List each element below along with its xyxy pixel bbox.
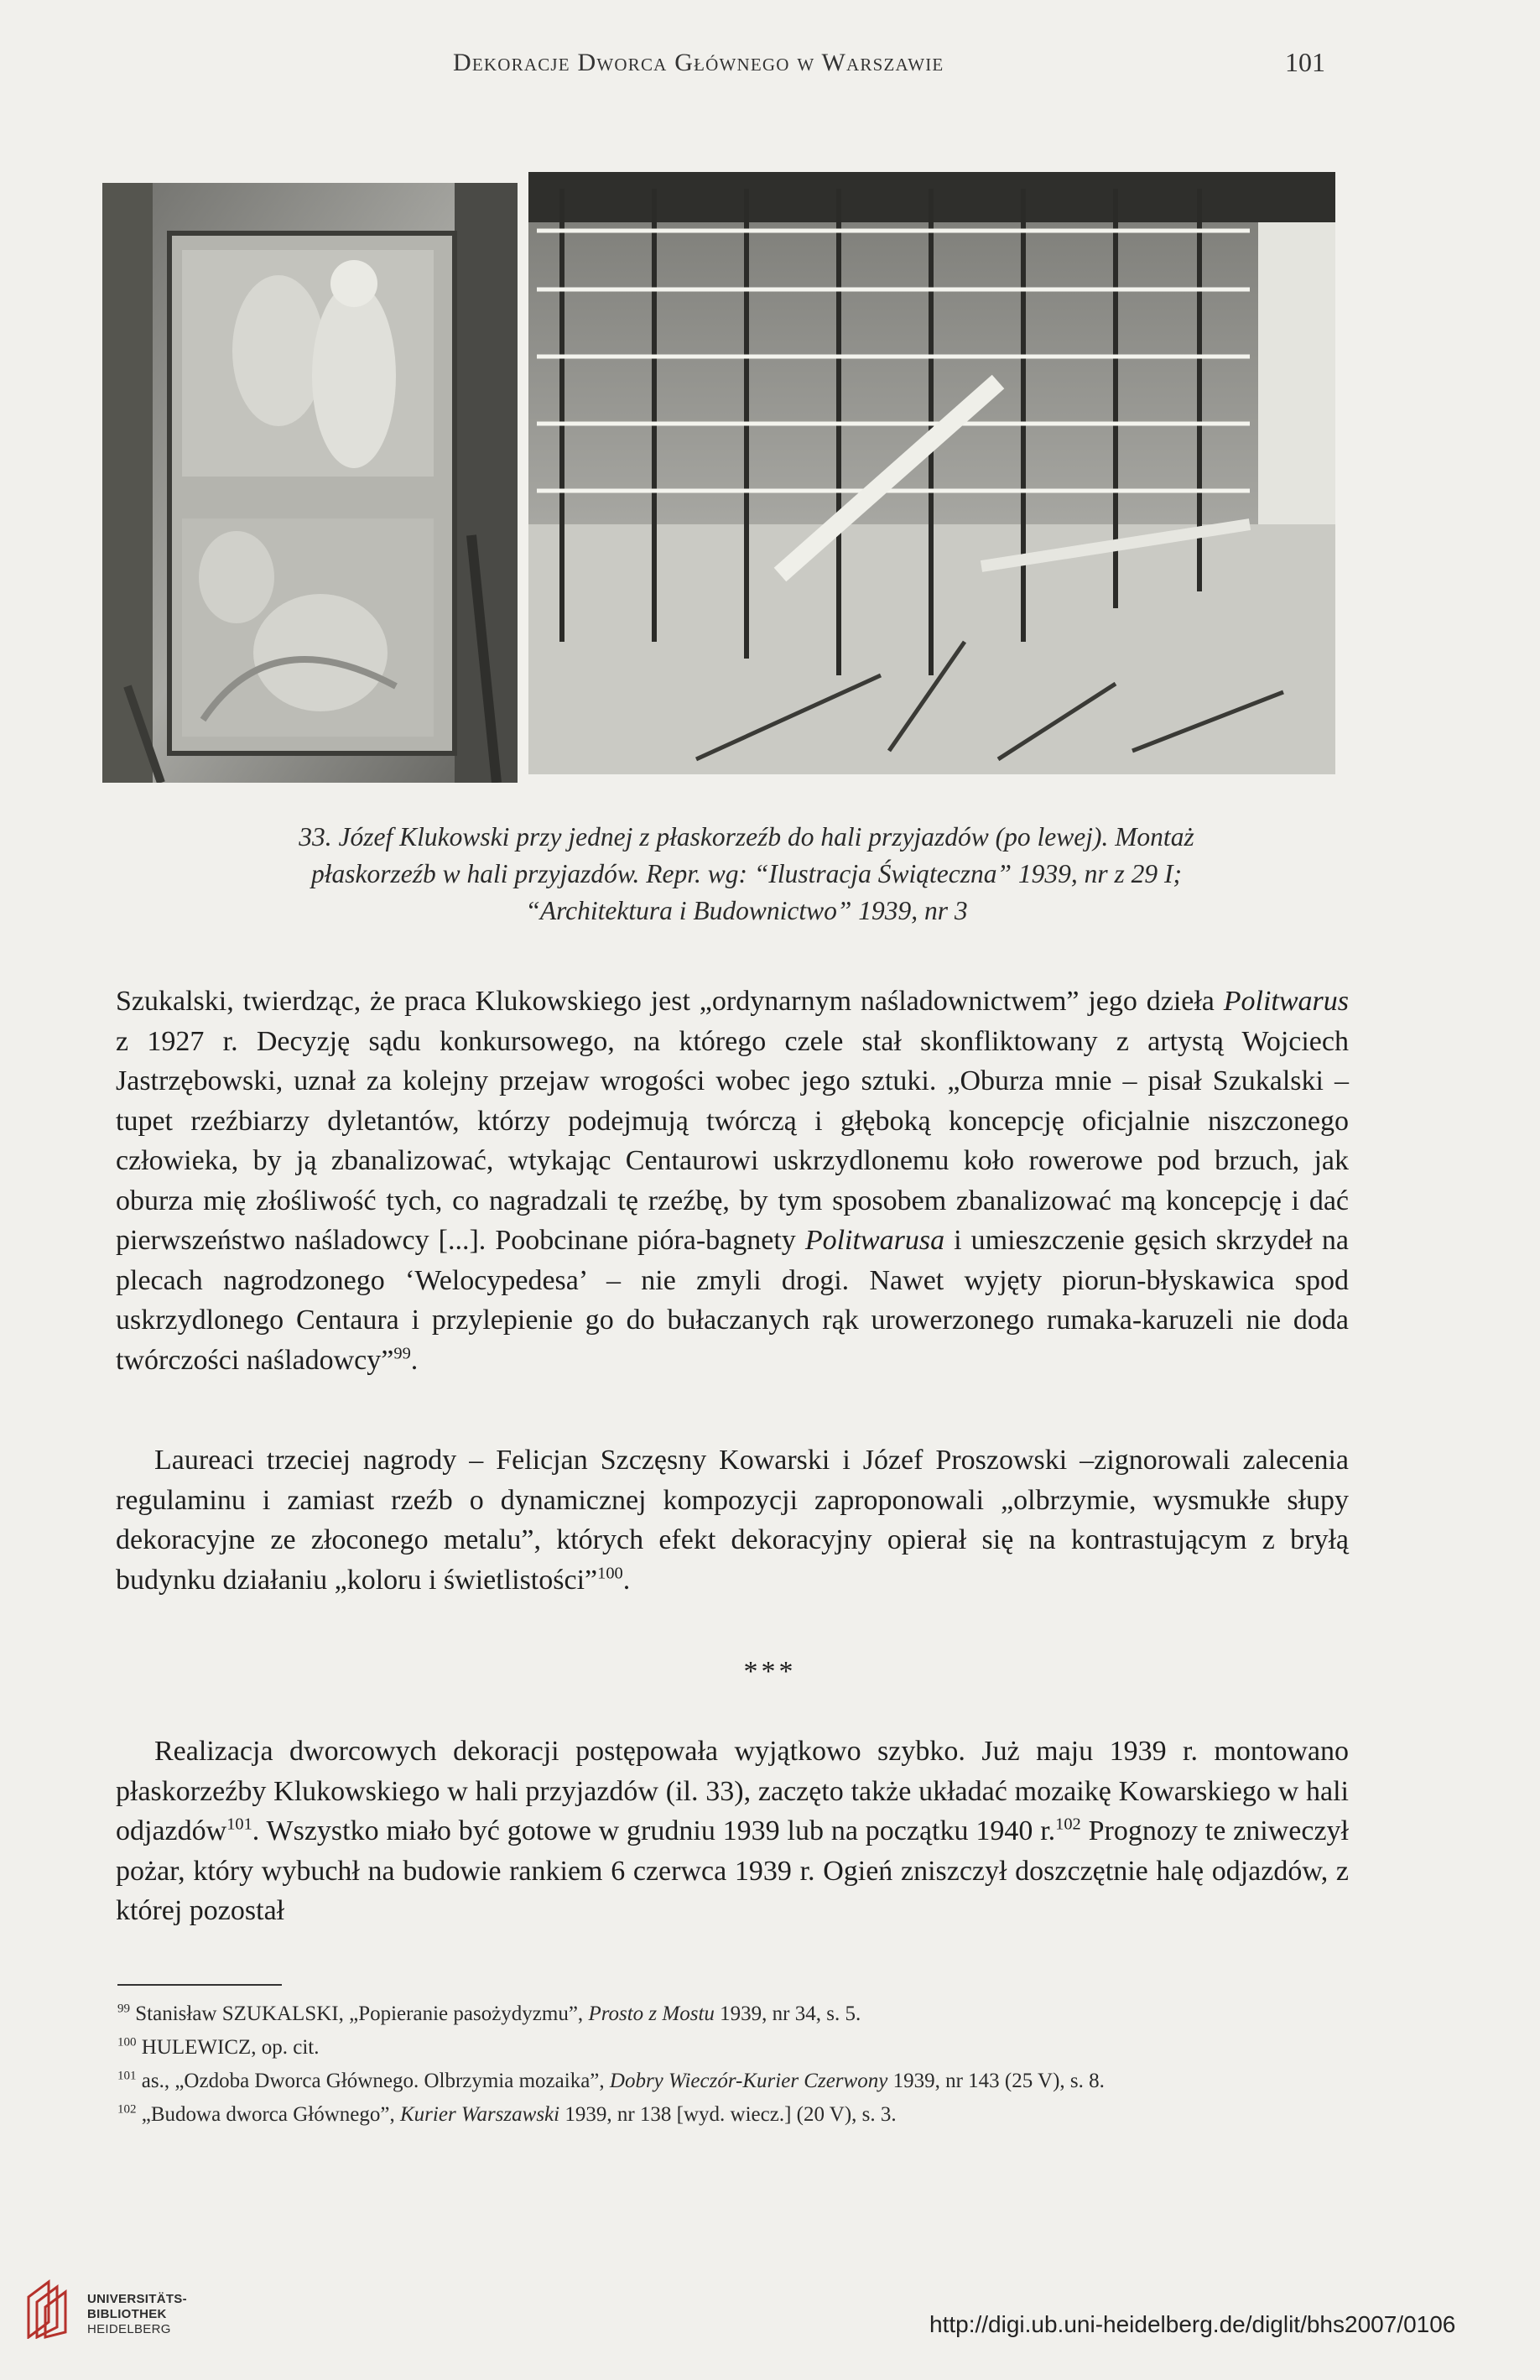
- footnote-number: 100: [117, 2035, 137, 2049]
- page-number: 101: [1285, 47, 1325, 77]
- library-logo-icon: [25, 2278, 79, 2339]
- footnote-title: Kurier Warszawski: [400, 2103, 560, 2126]
- text-run: i umieszczenie gęsich skrzydeł na plecach nagrodzonego ‘Welocypedesa’ – nie zmyli drogi. Nawet wyjęty piorun-błyskawica spod uskrzydlonego Centaura i przylepienie go do bułaczanych rąk urowerzonego rumaka-karuzeli nie doda twórczości naśladowcy”: [116, 1225, 1349, 1376]
- scaffolding-icon: [528, 172, 1335, 774]
- paragraph-third-prize: [116, 1440, 1349, 1600]
- footnote-text: as., „Ozdoba Dworca Głównego. Olbrzymia mozaika”,: [136, 2070, 610, 2092]
- library-logo[interactable]: [25, 2273, 218, 2349]
- text-run: .: [410, 1344, 419, 1376]
- library-line-2: BIBLIOTHEK: [87, 2307, 167, 2321]
- caption-line-1: 33. Józef Klukowski przy jednej z płaskorzeźb do hali przyjazdów (po lewej). Montaż: [299, 822, 1194, 851]
- footnote-rule: [117, 1984, 282, 1986]
- footnote-title: Prosto z Mostu: [588, 2002, 715, 2025]
- text-run: Laureaci trzeciej nagrody – Felicjan Szczęsny Kowarski i Józef Proszowski –zignorowali zalecenia regulaminu i zamiast rzeźb o dynamicznej kompozycji zaproponowali „olbrzymie, wysmukłe słupy dekoracyjne ze złoconego metalu”, których efekt dekoracyjny opierał się na kontrastującym z bryłą budynku działaniu „koloru i świetlistości”: [116, 1445, 1349, 1596]
- footnote-text: Stanisław SZUKALSKI, „Popieranie pasożydyzmu”,: [130, 2002, 589, 2025]
- italic-title: Politwarus: [1223, 986, 1349, 1017]
- footnote-text: „Budowa dworca Głównego”,: [136, 2103, 400, 2126]
- italic-title: Politwarusa: [804, 1225, 945, 1256]
- running-head: Dekoracje Dworca Głównego w Warszawie: [453, 49, 944, 76]
- library-line-3: HEIDELBERG: [87, 2322, 171, 2336]
- paragraph-realization: [116, 1732, 1349, 1931]
- footnote-text: 1939, nr 138 [wyd. wiecz.] (20 V), s. 3.: [559, 2103, 897, 2126]
- footnote-text: 1939, nr 143 (25 V), s. 8.: [887, 2070, 1105, 2092]
- section-separator: ***: [743, 1656, 797, 1687]
- text-run: z 1927 r. Decyzję sądu konkursowego, na którego czele stał skonfliktowany z artystą Wojciech Jastrzębowski, uznał za kolejny przejaw wrogości wobec jego sztuki. „Oburza mnie – pisał Szukalski – tupet rzeźbiarzy dyletantów, którzy podejmują twórczą i głęboką koncepcję oficjalnie niszczonego człowieka, by ją zbanalizować, wtykając Centaurowi uskrzydlonemu koło rowerowe pod brzuch, jak oburza mię złośliwość tych, co nagradzali tę rzeźbę, by tym sposobem zbanalizować mą koncepcję i dać pierwszeństwo naśladowcy [...]. Poobcinane pióra-bagnety: [116, 1025, 1349, 1256]
- caption-line-3: “Architektura i Budownictwo” 1939, nr 3: [525, 896, 968, 925]
- footnote-100: [117, 2031, 1350, 2065]
- footnote-number: 99: [117, 2002, 130, 2016]
- footnote-ref-100[interactable]: 100: [597, 1564, 623, 1583]
- footnotes: [117, 1997, 1350, 2132]
- text-run: . Wszystko miało być gotowe w grudniu 1939 lub na początku 1940 r.: [252, 1815, 1056, 1846]
- footnote-ref-102[interactable]: 102: [1055, 1815, 1081, 1834]
- figure-caption: [134, 819, 1359, 930]
- relief-sculptor-icon: [102, 183, 518, 783]
- scaffolding-hall-photo: [528, 172, 1335, 774]
- paragraph-szukalski-quote: [116, 982, 1349, 1380]
- footnote-text: HULEWICZ, op. cit.: [136, 2036, 320, 2059]
- text-run: Prognozy te zniweczył pożar, który wybuchł na budowie rankiem 6 czerwca 1939 r. Ogień zniszczył doszczętnie halę odjazdów, z której pozostał: [116, 1815, 1349, 1926]
- library-name: [87, 2292, 187, 2337]
- footnote-ref-101[interactable]: 101: [226, 1815, 252, 1834]
- source-url-link[interactable]: http://digi.ub.uni-heidelberg.de/diglit/bhs2007/0106: [929, 2311, 1456, 2337]
- relief-sculptor-photo: [102, 183, 518, 783]
- footnote-102: [117, 2098, 1350, 2132]
- text-run: Szukalski, twierdząc, że praca Klukowskiego jest „ordynarnym naśladownictwem” jego dzieła: [116, 986, 1224, 1017]
- text-run: .: [622, 1564, 631, 1596]
- text-run: Realizacja dworcowych dekoracji postępowała wyjątkowo szybko. Już maju 1939 r. montowano płaskorzeźby Klukowskiego w hali przyjazdów (il. 33), zaczęto także układać mozaikę Kowarskiego w hali odjazdów: [116, 1736, 1349, 1846]
- library-line-1: UNIVERSITÄTS-: [87, 2292, 187, 2306]
- footnote-number: 101: [117, 2069, 137, 2083]
- caption-line-2: płaskorzeźb w hali przyjazdów. Repr. wg: “Ilustracja Świąteczna” 1939, nr z 29 I;: [310, 859, 1183, 888]
- footnote-ref-99[interactable]: 99: [393, 1344, 411, 1363]
- footnote-101: [117, 2065, 1350, 2098]
- footnote-title: Dobry Wieczór-Kurier Czerwony: [609, 2070, 888, 2092]
- footnote-number: 102: [117, 2102, 137, 2117]
- footnote-text: 1939, nr 34, s. 5.: [714, 2002, 861, 2025]
- footnote-99: [117, 1997, 1350, 2031]
